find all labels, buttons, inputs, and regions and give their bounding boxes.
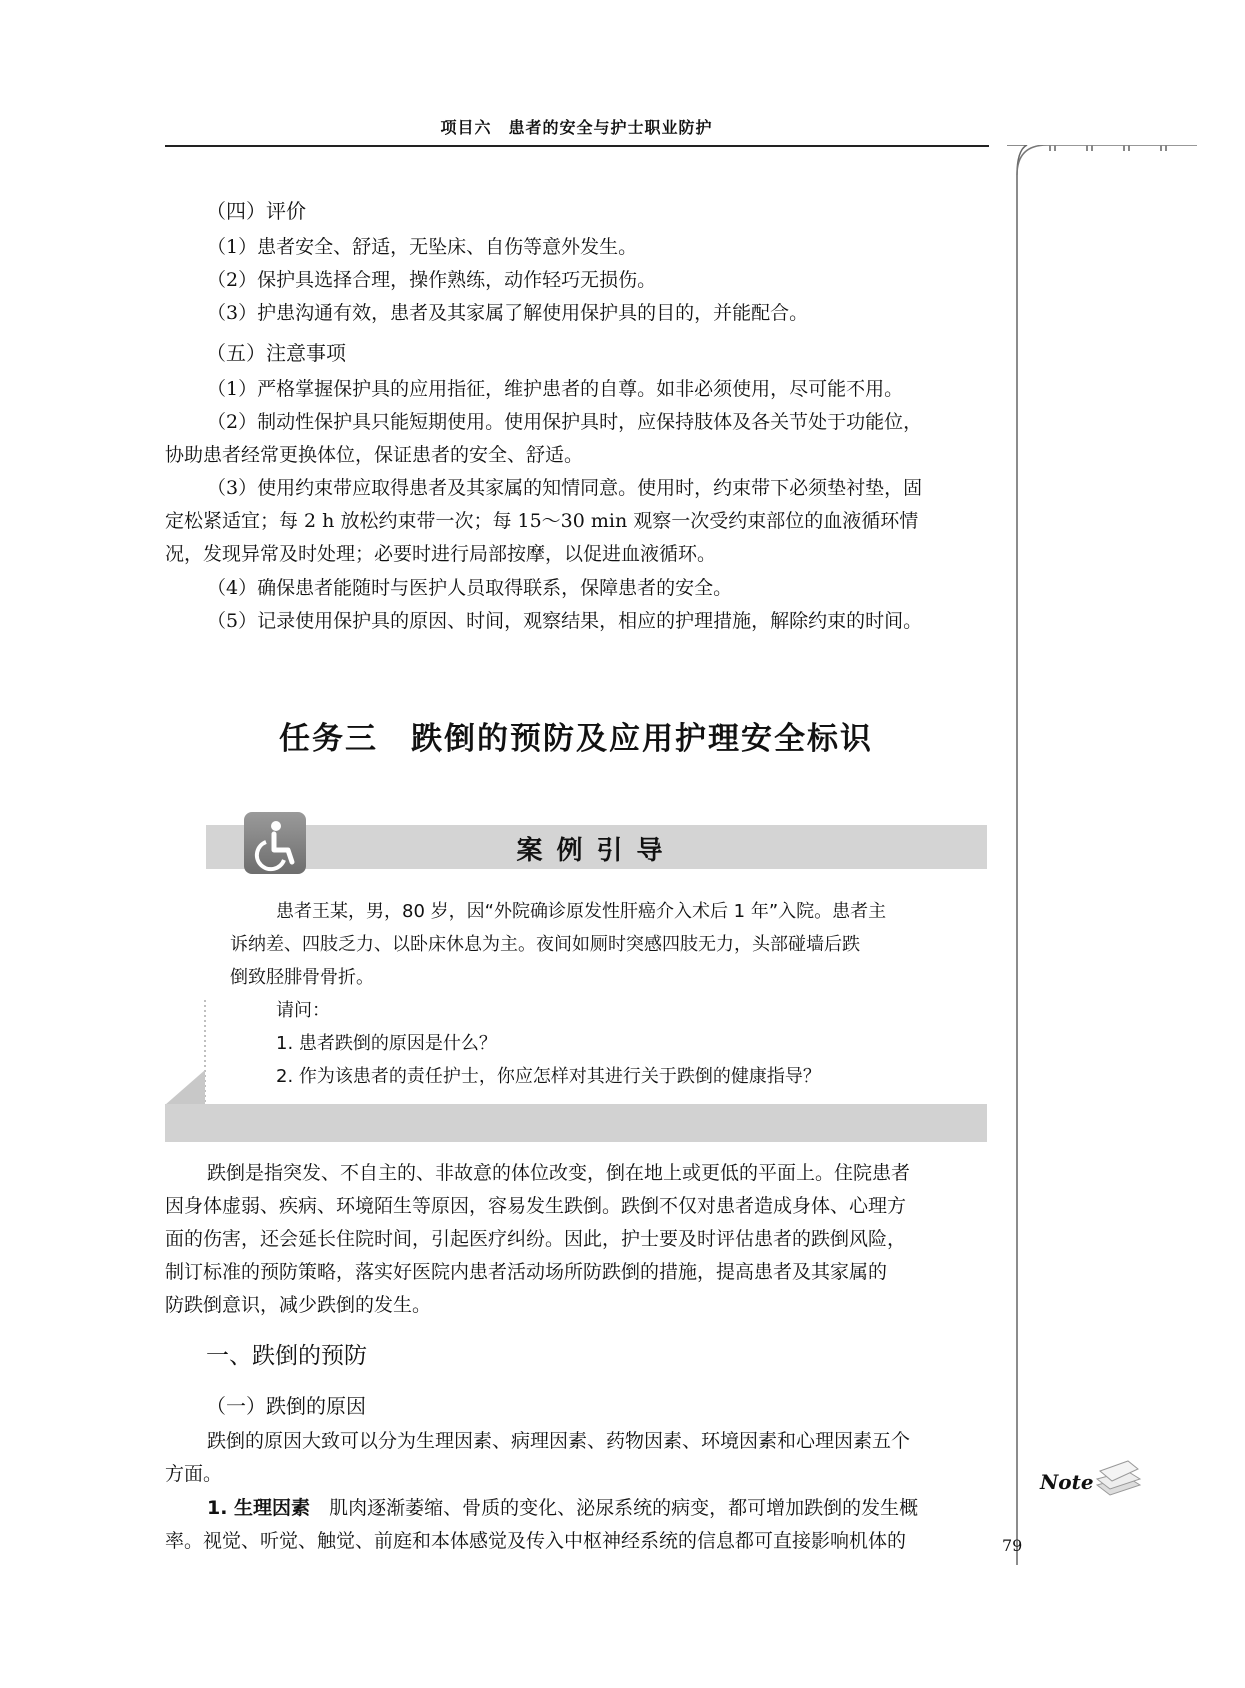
precaution-item-2-line1: （2）制动性保护具只能短期使用。使用保护具时，应保持肢体及各关节处于功能位， [207, 411, 923, 433]
eval-item-1: （1）患者安全、舒适，无坠床、自伤等意外发生。 [207, 236, 638, 258]
section-heading-precautions: （五）注意事项 [206, 341, 346, 365]
physiological-factor-label: 1. 生理因素 [207, 1497, 311, 1519]
running-header: 项目六 患者的安全与护士职业防护 [440, 118, 713, 137]
precaution-item-3-line2: 定松紧适宜；每 2 h 放松约束带一次；每 15～30 min 观察一次受约束部位的血液循环情 [165, 510, 919, 532]
physiological-factor-text: 肌肉逐渐萎缩、骨质的变化、泌尿系统的病变，都可增加跌倒的发生概 [310, 1497, 919, 1519]
intro-line-4: 制订标准的预防策略，落实好医院内患者活动场所防跌倒的措施，提高患者及其家属的 [165, 1261, 888, 1283]
causes-line-1: 跌倒的原因大致可以分为生理因素、病理因素、药物因素、环境因素和心理因素五个 [207, 1430, 911, 1452]
case-line-2: 诉纳差、四肢乏力、以卧床休息为主。夜间如厕时突感四肢无力，头部碰墙后跌 [230, 934, 860, 955]
case-title: 案例引导 [516, 836, 677, 866]
precaution-item-3-line3: 况，发现异常及时处理；必要时进行局部按摩，以促进血液循环。 [165, 543, 717, 565]
precaution-item-1: （1）严格掌握保护具的应用指征，维护患者的自尊。如非必须使用，尽可能不用。 [207, 378, 904, 400]
case-line-1: 患者王某，男，80 岁，因“外院确诊原发性肝癌介入术后 1 年”入院。患者主 [276, 901, 887, 922]
case-footer-bar [165, 1104, 987, 1142]
physiological-factor-line-2: 率。视觉、听觉、触觉、前庭和本体感觉及传入中枢神经系统的信息都可直接影响机体的 [165, 1530, 907, 1552]
subsection-heading-causes: （一）跌倒的原因 [206, 1394, 366, 1418]
page-number: 79 [1002, 1536, 1023, 1555]
section-heading-prevention: 一、跌倒的预防 [206, 1343, 367, 1369]
eval-item-2: （2）保护具选择合理，操作熟练，动作轻巧无损伤。 [207, 269, 657, 291]
intro-line-2: 因身体虚弱、疾病、环境陌生等原因，容易发生跌倒。跌倒不仅对患者造成身体、心理方 [165, 1195, 907, 1217]
physiological-factor-line-1 [207, 1493, 987, 1523]
precaution-item-2-line2: 协助患者经常更换体位，保证患者的安全、舒适。 [165, 444, 584, 466]
book-stack-icon [1092, 1455, 1142, 1500]
precaution-item-4: （4）确保患者能随时与医护人员取得联系，保障患者的安全。 [207, 577, 733, 599]
intro-line-3: 面的伤害，还会延长住院时间，引起医疗纠纷。因此，护士要及时评估患者的跌倒风险， [165, 1228, 907, 1250]
case-corner-decoration [165, 1000, 210, 1105]
intro-line-5: 防跌倒意识，减少跌倒的发生。 [165, 1294, 432, 1316]
margin-decoration [1007, 145, 1197, 1565]
task-title: 任务三 跌倒的预防及应用护理安全标识 [279, 721, 873, 757]
intro-line-1: 跌倒是指突发、不自主的、非故意的体位改变，倒在地上或更低的平面上。住院患者 [207, 1162, 911, 1184]
header-rule [165, 145, 989, 147]
case-line-3: 倒致胫腓骨骨折。 [230, 967, 374, 988]
precaution-item-3-line1: （3）使用约束带应取得患者及其家属的知情同意。使用时，约束带下必须垫衬垫，固 [207, 477, 923, 499]
causes-line-2: 方面。 [165, 1463, 223, 1485]
section-heading-evaluation: （四）评价 [206, 199, 306, 223]
case-question-label: 请问： [276, 1000, 330, 1021]
eval-item-3: （3）护患沟通有效，患者及其家属了解使用保护具的目的，并能配合。 [207, 302, 809, 324]
note-label: Note [1040, 1470, 1094, 1494]
precaution-item-5: （5）记录使用保护具的原因、时间，观察结果，相应的护理措施，解除约束的时间。 [207, 610, 923, 632]
case-question-2: 2. 作为该患者的责任护士，你应怎样对其进行关于跌倒的健康指导？ [276, 1066, 821, 1087]
case-question-1: 1. 患者跌倒的原因是什么？ [276, 1033, 497, 1054]
